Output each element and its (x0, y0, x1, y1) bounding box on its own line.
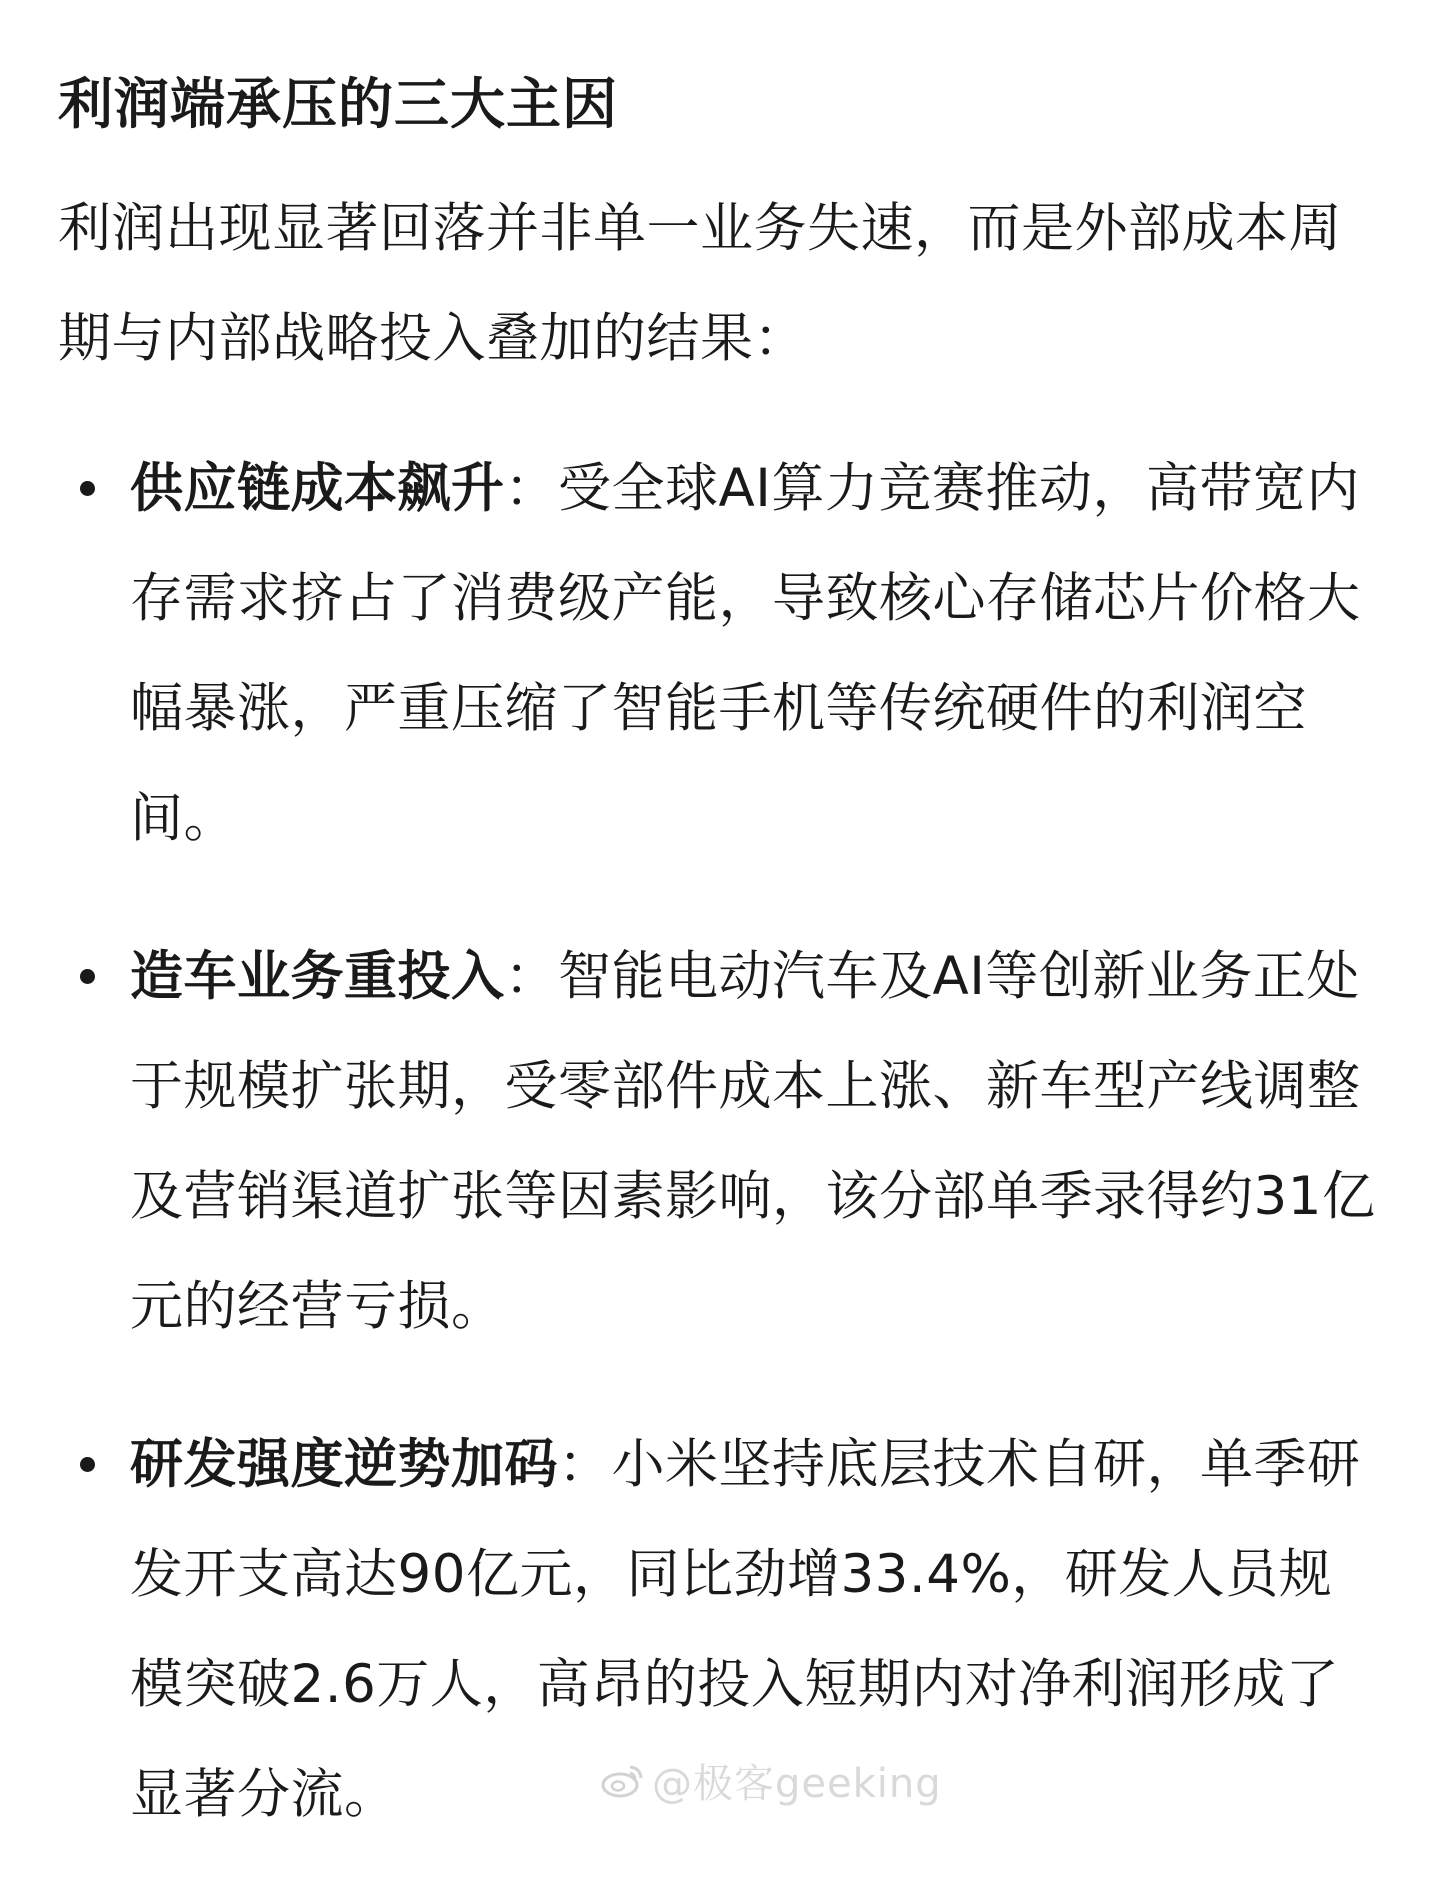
list-item (58, 434, 1378, 874)
bullet-dot-icon (80, 1457, 95, 1472)
bullet-title: 研发强度逆势加码 (130, 1434, 558, 1495)
bullet-body: 受全球AI算力竞赛推动，高带宽内存需求挤占了消费级产能，导致核心存储芯片价格大幅暴涨，严重压缩了智能手机等传统硬件的利润空间。 (130, 458, 1361, 849)
bullet-separator: ： (504, 458, 558, 519)
bullet-dot-icon (80, 969, 95, 984)
bullet-title: 造车业务重投入 (130, 946, 505, 1007)
bullet-body: 小米坚持底层技术自研，单季研发开支高达90亿元，同比劲增33.4%，研发人员规模突破2.6万人，高昂的投入短期内对净利润形成了显著分流。 (130, 1434, 1361, 1825)
intro-paragraph: 利润出现显著回落并非单一业务失速，而是外部成本周期与内部战略投入叠加的结果： (58, 198, 1342, 369)
bullet-dot-icon (80, 481, 95, 496)
list-item (58, 922, 1378, 1362)
bullet-list (58, 434, 1388, 1850)
bullet-separator: ： (558, 1434, 612, 1495)
bullet-body: 智能电动汽车及AI等创新业务正处于规模扩张期，受零部件成本上涨、新车型产线调整及营销渠道扩张等因素影响，该分部单季录得约31亿元的经营亏损。 (130, 946, 1376, 1337)
weibo-icon (600, 1763, 644, 1799)
watermark-text: @极客geeking (652, 1761, 942, 1807)
bullet-separator: ： (504, 946, 558, 1007)
article (58, 58, 1388, 1898)
bullet-title: 供应链成本飙升 (130, 458, 505, 519)
watermark (600, 1752, 942, 1809)
section-heading: 利润端承压的三大主因 (58, 72, 619, 136)
